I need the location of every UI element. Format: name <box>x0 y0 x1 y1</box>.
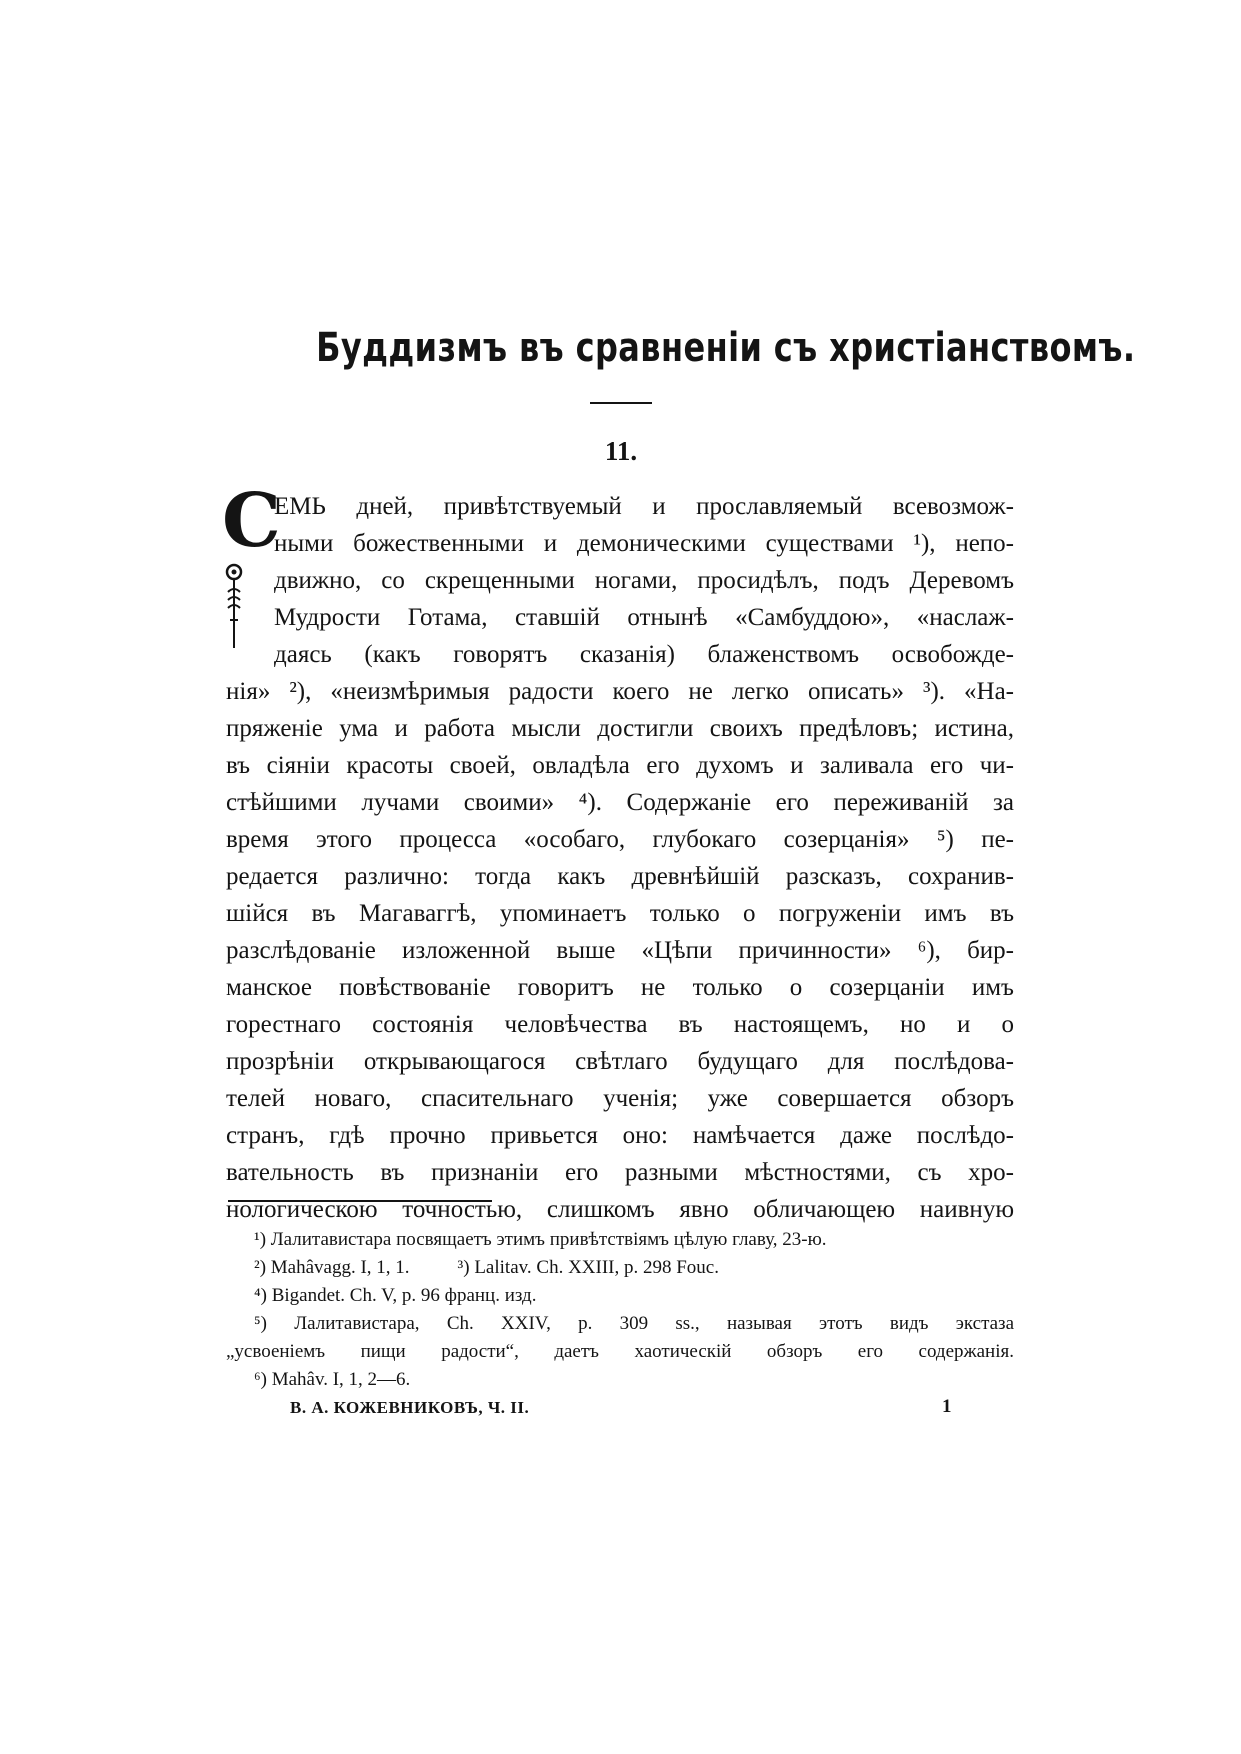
page-title: Буддизмъ въ сравненіи съ христіанствомъ. <box>316 325 1136 371</box>
text-line: пряженіе ума и работа мысли достигли своихъ предѣловъ; истина, <box>226 715 1014 742</box>
text-line: горестнаго состоянія человѣчества въ настоящемъ, но и о <box>226 1011 1014 1038</box>
page-number: 1 <box>942 1396 952 1417</box>
text-line: вательность въ признаніи его разными мѣстностями, съ хро- <box>226 1159 1014 1186</box>
footnote-6: ⁶) Mahâv. I, 1, 2—6. <box>254 1369 411 1390</box>
text-line: прозрѣніи открывающагося свѣтлаго будущаго для послѣдова- <box>226 1048 1014 1075</box>
footnote-divider <box>228 1200 492 1202</box>
text-line: ными божественными и демоническими существами ¹), непо- <box>274 530 1014 557</box>
footnote-5-line-2: „усвоеніемъ пищи радости“, даетъ хаотическій обзоръ его содержанія. <box>226 1341 1014 1362</box>
footnote-2: ²) Mahâvagg. I, 1, 1. <box>254 1257 410 1278</box>
footnote-4: ⁴) Bigandet. Ch. V, p. 96 франц. изд. <box>254 1285 537 1306</box>
drop-cap-letter: С <box>222 478 281 564</box>
footnote-row-2-3 <box>226 1254 1014 1282</box>
text-line: нія» ²), «неизмѣримыя радости коего не легко описать» ³). «На- <box>226 678 1014 705</box>
text-line: Мудрости Готама, ставшій отнынѣ «Самбуддою», «наслаж- <box>274 604 1014 631</box>
text-line: даясь (какъ говорятъ сказанія) блаженствомъ освобожде- <box>274 641 1014 668</box>
text-line: шійся въ Магаваггѣ, упоминаетъ только о погруженіи имъ въ <box>226 900 1014 927</box>
text-line: странъ, гдѣ прочно привьется оно: намѣчается даже послѣдо- <box>226 1122 1014 1149</box>
footnote-5-line-1: ⁵) Лалитавистара, Ch. XXIV, p. 309 ss., называя этотъ видъ экстаза <box>254 1313 1014 1334</box>
footnotes <box>226 1226 1014 1394</box>
main-text <box>226 488 1014 1228</box>
text-line: телей новаго, спасительнаго ученія; уже совершается обзоръ <box>226 1085 1014 1112</box>
footnote-3: ³) Lalitav. Ch. XXIII, p. 298 Fouc. <box>457 1257 719 1278</box>
printer-signature: В. А. КОЖЕВНИКОВЪ, Ч. II. <box>290 1398 530 1417</box>
text-line: движно, со скрещенными ногами, просидѣлъ, подъ Деревомъ <box>274 567 1014 594</box>
text-line: стѣйшими лучами своими» ⁴). Содержаніе его переживаній за <box>226 789 1014 816</box>
text-line: редается различно: тогда какъ древнѣйшій разсказъ, сохранив- <box>226 863 1014 890</box>
footnote-1: ¹) Лалитавистара посвящаетъ этимъ привѣтствіямъ цѣлую главу, 23-ю. <box>254 1229 827 1250</box>
text-line: ЕМЬ дней, привѣтствуемый и прославляемый всевозмож- <box>274 493 1014 520</box>
text-line: манское повѣствованіе говоритъ не только о созерцаніи имъ <box>226 974 1014 1001</box>
text-line: время этого процесса «особаго, глубокаго созерцанія» ⁵) пе- <box>226 826 1014 853</box>
text-line: нологическою точностью, слишкомъ явно обличающею наивную <box>226 1196 1014 1223</box>
text-line: въ сіяніи красоты своей, овладѣла его духомъ и заливала его чи- <box>226 752 1014 779</box>
title-divider <box>590 402 652 404</box>
text-line: разслѣдованіе изложенной выше «Цѣпи причинности» ⁶), бир- <box>226 937 1014 964</box>
chapter-number: 11. <box>604 436 638 466</box>
